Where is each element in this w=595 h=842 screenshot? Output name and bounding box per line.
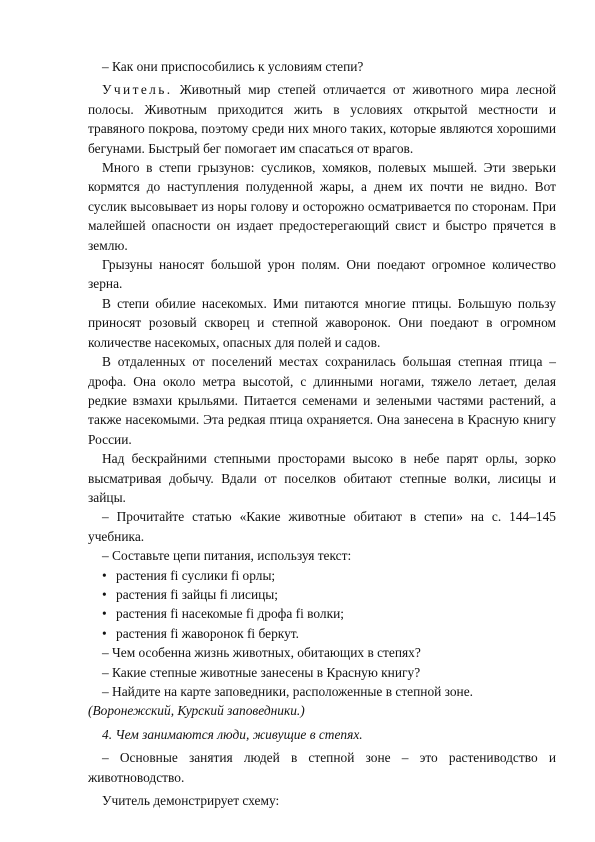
bullet-mark: •	[102, 586, 107, 602]
task-read-article: – Прочитайте статью «Какие животные обитают в степи» на с. 144–145 учебника.	[88, 509, 556, 544]
paragraph-steppe-animals-text: Животный мир степей отличается от животного мира лесной полосы. Животным приходится жить в условиях открытой местности и травяного покрова, поэтому среди них много таких, которые являются хорошими бегунами. Быстрый бег помогает им спасаться от врагов.	[88, 82, 556, 156]
list-item	[88, 566, 556, 585]
question-red-book: – Какие степные животные занесены в Красную книгу?	[102, 664, 421, 680]
question-animal-life: – Чем особенна жизнь животных, обитающих в степях?	[102, 645, 421, 661]
list-item	[88, 624, 556, 643]
paragraph-rodent-damage: Грызуны наносят большой урон полям. Они поедают огромное количество зерна.	[88, 257, 556, 292]
question-adaptation: – Как они приспособились к условиям степи?	[102, 59, 364, 74]
food-chain-1: растения fi суслики fi орлы;	[116, 567, 276, 583]
paragraph-rodents: Много в степи грызунов: сусликов, хомяков, полевых мышей. Эти зверьки кормятся до наступления полуденной жары, а днем их почти не видно. Вот суслик высовывает из норы голову и осторожно осматривается по сторонам. При малейшей опасности он издает предостерегающий свист и быстро прячется в землю.	[88, 160, 556, 253]
task-find-reserves-answer: (Воронежский, Курский заповедники.)	[88, 703, 305, 719]
bullet-mark: •	[102, 606, 107, 622]
document-body	[88, 57, 556, 810]
paragraph-insects: В степи обилие насекомых. Ими питаются многие птицы. Большую пользу приносят розовый скворец и степной жаворонок. Они поедают в огромном количестве насекомых, опасных для полей и садов.	[88, 295, 556, 350]
bullet-mark: •	[102, 567, 107, 583]
list-item	[88, 604, 556, 623]
food-chain-4: растения fi жаворонок fi беркут.	[116, 625, 299, 641]
list-item	[88, 585, 556, 604]
task-food-chains: – Составьте цепи питания, используя текст:	[102, 548, 352, 564]
paragraph-eagles: Над бескрайними степными просторами высоко в небе парят орлы, зорко высматривая добычу. Вдали от поселков обитают степные волки, лисицы и зайцы.	[88, 451, 556, 505]
paragraph-bustard: В отдаленных от поселений местах сохранилась большая степная птица – дрофа. Она около метра высотой, с длинными ногами, тяжело летает, делая редкие взмахи крыльями. Питается семенами и зелеными частями растений, а также насекомыми. Эта редкая птица охраняется. Она занесена в Красную книгу России.	[88, 354, 556, 447]
bullet-mark: •	[102, 625, 107, 641]
food-chain-2: растения fi зайцы fi лисицы;	[116, 586, 279, 602]
speaker-teacher: Учитель.	[102, 82, 173, 98]
paragraph-teacher-scheme: Учитель демонстрирует схему:	[102, 793, 280, 809]
paragraph-occupations: – Основные занятия людей в степной зоне – это растениводство и животноводство.	[88, 750, 556, 785]
food-chain-3: растения fi насекомые fi дрофа fi волки;	[116, 606, 344, 622]
section-heading: 4. Чем занимаются люди, живущие в степях.	[102, 726, 363, 742]
paragraph-steppe-animals	[88, 80, 556, 158]
task-find-reserves: – Найдите на карте заповедники, расположенные в степной зоне.	[102, 684, 474, 699]
